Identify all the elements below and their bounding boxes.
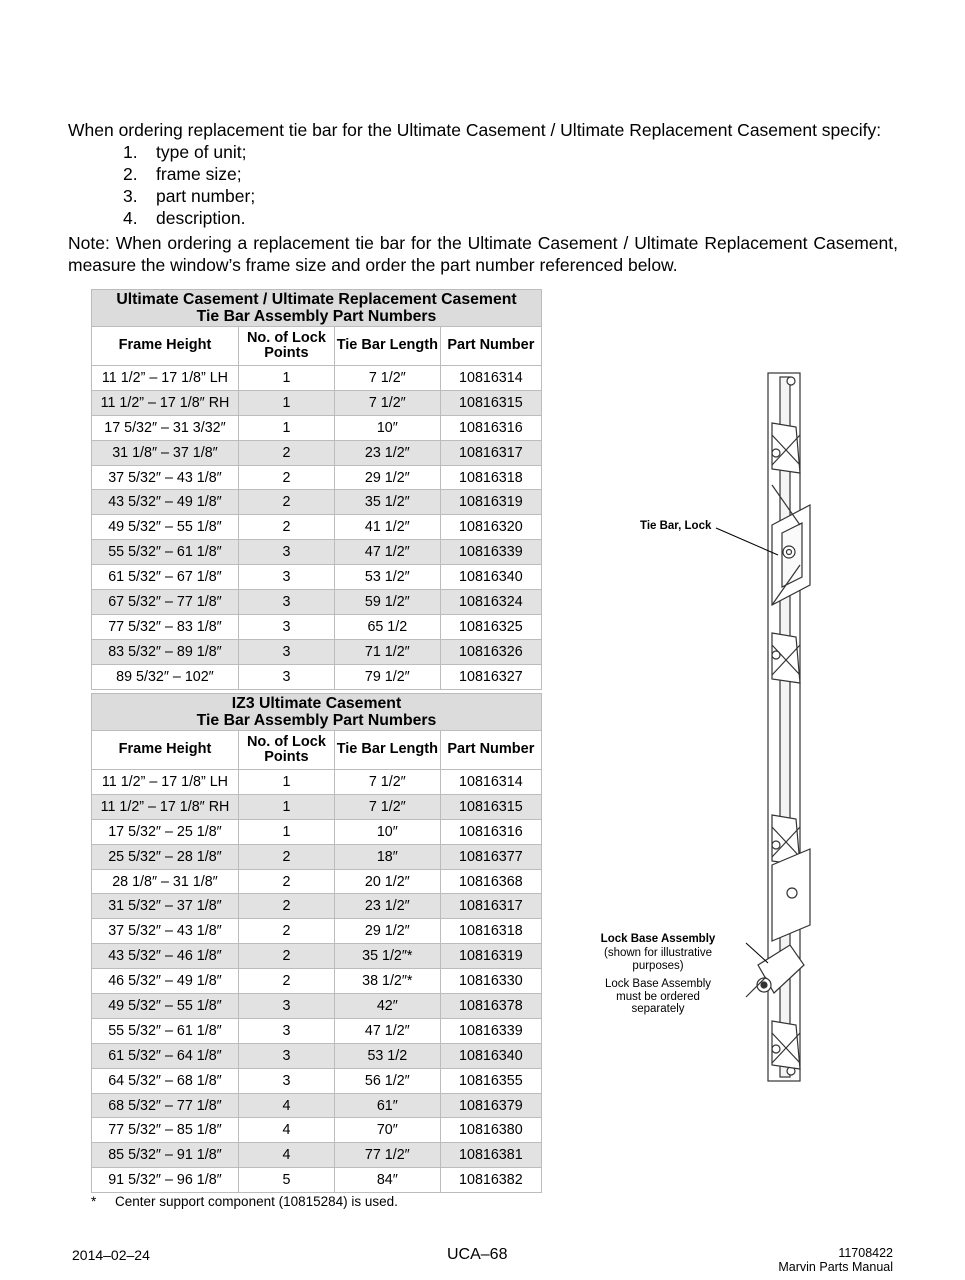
cell-part-number: 10816314	[440, 366, 541, 391]
cell-tie-bar-length: 10″	[334, 415, 440, 440]
cell-lock-points: 1	[238, 819, 334, 844]
table-row	[92, 390, 542, 415]
cell-lock-points: 3	[238, 1018, 334, 1043]
footer-date: 2014–02–24	[72, 1247, 150, 1263]
keeper-bracket	[772, 633, 800, 683]
cell-lock-points: 1	[238, 366, 334, 391]
table-row	[92, 639, 542, 664]
table-row	[92, 1093, 542, 1118]
cell-frame-height: 31 1/8″ – 37 1/8″	[92, 440, 239, 465]
cell-frame-height: 43 5/32″ – 49 1/8″	[92, 490, 239, 515]
intro-text: When ordering replacement tie bar for the Ultimate Casement / Ultimate Replacement Casement specify:	[68, 120, 882, 140]
keeper-bracket	[772, 423, 800, 473]
cell-tie-bar-length: 7 1/2″	[334, 366, 440, 391]
cell-part-number: 10816382	[440, 1168, 541, 1193]
cell-tie-bar-length: 41 1/2″	[334, 515, 440, 540]
table-title: IZ3 Ultimate Casement Tie Bar Assembly Part Numbers	[92, 694, 542, 731]
cell-tie-bar-length: 53 1/2″	[334, 565, 440, 590]
cell-tie-bar-length: 56 1/2″	[334, 1068, 440, 1093]
table-row	[92, 894, 542, 919]
intro-section	[68, 119, 898, 276]
list-item: 4. description.	[123, 208, 246, 228]
cell-lock-points: 2	[238, 515, 334, 540]
cell-part-number: 10816380	[440, 1118, 541, 1143]
tie-bar-table-ultimate	[91, 289, 542, 690]
cell-frame-height: 61 5/32″ – 67 1/8″	[92, 565, 239, 590]
table-row	[92, 770, 542, 795]
cell-tie-bar-length: 20 1/2″	[334, 869, 440, 894]
cell-part-number: 10816379	[440, 1093, 541, 1118]
table-title: Ultimate Casement / Ultimate Replacement Casement Tie Bar Assembly Part Numbers	[92, 290, 542, 327]
doc-title: Marvin Parts Manual	[778, 1260, 893, 1274]
cell-lock-points: 4	[238, 1118, 334, 1143]
cell-frame-height: 89 5/32″ – 102″	[92, 664, 239, 689]
table-row	[92, 614, 542, 639]
cell-frame-height: 91 5/32″ – 96 1/8″	[92, 1168, 239, 1193]
cell-frame-height: 85 5/32″ – 91 1/8″	[92, 1143, 239, 1168]
cell-frame-height: 11 1/2” – 17 1/8″ RH	[92, 390, 239, 415]
cell-lock-points: 2	[238, 465, 334, 490]
cell-tie-bar-length: 29 1/2″	[334, 465, 440, 490]
cell-frame-height: 11 1/2” – 17 1/8” LH	[92, 366, 239, 391]
cell-tie-bar-length: 65 1/2	[334, 614, 440, 639]
cell-part-number: 10816319	[440, 944, 541, 969]
cell-part-number: 10816377	[440, 844, 541, 869]
cell-tie-bar-length: 71 1/2″	[334, 639, 440, 664]
list-item: 3. part number;	[123, 186, 256, 206]
table-row	[92, 844, 542, 869]
cell-tie-bar-length: 18″	[334, 844, 440, 869]
cell-frame-height: 77 5/32″ – 85 1/8″	[92, 1118, 239, 1143]
cell-frame-height: 25 5/32″ – 28 1/8″	[92, 844, 239, 869]
cell-tie-bar-length: 35 1/2″	[334, 490, 440, 515]
table-row	[92, 515, 542, 540]
table-row	[92, 1168, 542, 1193]
cell-part-number: 10816326	[440, 639, 541, 664]
cell-part-number: 10816327	[440, 664, 541, 689]
cell-frame-height: 31 5/32″ – 37 1/8″	[92, 894, 239, 919]
cell-lock-points: 2	[238, 944, 334, 969]
label-order-separately-note: Lock Base Assembly must be ordered separately	[604, 978, 712, 1015]
cell-frame-height: 67 5/32″ – 77 1/8″	[92, 590, 239, 615]
cell-part-number: 10816316	[440, 819, 541, 844]
label-illustrative-note: (shown for illustrative purposes)	[603, 947, 712, 972]
cell-part-number: 10816320	[440, 515, 541, 540]
col-header-part-number: Part Number	[440, 327, 541, 366]
label-lock-base-assembly: Lock Base Assembly	[600, 933, 716, 945]
col-header-tie-bar-length: Tie Bar Length	[334, 327, 440, 366]
cell-tie-bar-length: 84″	[334, 1168, 440, 1193]
cell-frame-height: 17 5/32″ – 25 1/8″	[92, 819, 239, 844]
col-header-part-number: Part Number	[440, 731, 541, 770]
list-item: 2. frame size;	[123, 164, 242, 184]
table-row	[92, 440, 542, 465]
cell-lock-points: 3	[238, 565, 334, 590]
cell-frame-height: 46 5/32″ – 49 1/8″	[92, 969, 239, 994]
cell-part-number: 10816315	[440, 794, 541, 819]
footnote: * Center support component (10815284) is used.	[91, 1194, 398, 1209]
cell-lock-points: 2	[238, 969, 334, 994]
table-row	[92, 869, 542, 894]
cell-frame-height: 17 5/32″ – 31 3/32″	[92, 415, 239, 440]
cell-tie-bar-length: 47 1/2″	[334, 540, 440, 565]
cell-frame-height: 61 5/32″ – 64 1/8″	[92, 1043, 239, 1068]
cell-frame-height: 43 5/32″ – 46 1/8″	[92, 944, 239, 969]
cell-tie-bar-length: 79 1/2″	[334, 664, 440, 689]
cell-frame-height: 55 5/32″ – 61 1/8″	[92, 1018, 239, 1043]
col-header-tie-bar-length: Tie Bar Length	[334, 731, 440, 770]
cell-part-number: 10816319	[440, 490, 541, 515]
cell-tie-bar-length: 47 1/2″	[334, 1018, 440, 1043]
table-row	[92, 969, 542, 994]
cell-frame-height: 55 5/32″ – 61 1/8″	[92, 540, 239, 565]
table-row	[92, 664, 542, 689]
table-row	[92, 919, 542, 944]
table-row	[92, 819, 542, 844]
cell-frame-height: 11 1/2” – 17 1/8” LH	[92, 770, 239, 795]
cell-part-number: 10816315	[440, 390, 541, 415]
cell-part-number: 10816324	[440, 590, 541, 615]
cell-frame-height: 37 5/32″ – 43 1/8″	[92, 465, 239, 490]
cell-frame-height: 37 5/32″ – 43 1/8″	[92, 919, 239, 944]
cell-lock-points: 1	[238, 794, 334, 819]
table-row	[92, 490, 542, 515]
cell-frame-height: 68 5/32″ – 77 1/8″	[92, 1093, 239, 1118]
cell-part-number: 10816381	[440, 1143, 541, 1168]
table-row	[92, 540, 542, 565]
cell-lock-points: 2	[238, 490, 334, 515]
cell-frame-height: 77 5/32″ – 83 1/8″	[92, 614, 239, 639]
cell-lock-points: 2	[238, 894, 334, 919]
cell-lock-points: 2	[238, 869, 334, 894]
cell-part-number: 10816330	[440, 969, 541, 994]
cell-tie-bar-length: 53 1/2	[334, 1043, 440, 1068]
cell-lock-points: 4	[238, 1093, 334, 1118]
cell-frame-height: 28 1/8″ – 31 1/8″	[92, 869, 239, 894]
cell-part-number: 10816340	[440, 565, 541, 590]
cell-tie-bar-length: 61″	[334, 1093, 440, 1118]
col-header-frame-height: Frame Height	[92, 327, 239, 366]
cell-lock-points: 3	[238, 540, 334, 565]
cell-part-number: 10816339	[440, 1018, 541, 1043]
cell-part-number: 10816378	[440, 994, 541, 1019]
table-row	[92, 465, 542, 490]
doc-number: 11708422	[838, 1246, 893, 1260]
cell-lock-points: 1	[238, 415, 334, 440]
cell-tie-bar-length: 59 1/2″	[334, 590, 440, 615]
table-row	[92, 415, 542, 440]
label-tie-bar-lock: Tie Bar, Lock	[640, 520, 712, 532]
cell-part-number: 10816318	[440, 465, 541, 490]
cell-lock-points: 3	[238, 1043, 334, 1068]
cell-lock-points: 3	[238, 590, 334, 615]
cell-frame-height: 64 5/32″ – 68 1/8″	[92, 1068, 239, 1093]
cell-lock-points: 2	[238, 440, 334, 465]
col-header-frame-height: Frame Height	[92, 731, 239, 770]
cell-lock-points: 3	[238, 639, 334, 664]
table-row	[92, 794, 542, 819]
cell-lock-points: 3	[238, 664, 334, 689]
footer-doc-info	[778, 1246, 893, 1274]
col-header-lock-points: No. of Lock Points	[238, 731, 334, 770]
cell-tie-bar-length: 7 1/2″	[334, 794, 440, 819]
table-row	[92, 366, 542, 391]
cell-lock-points: 5	[238, 1168, 334, 1193]
cell-tie-bar-length: 70″	[334, 1118, 440, 1143]
cell-part-number: 10816314	[440, 770, 541, 795]
table-row	[92, 944, 542, 969]
cell-tie-bar-length: 42″	[334, 994, 440, 1019]
cell-part-number: 10816317	[440, 440, 541, 465]
footer-page-number: UCA–68	[447, 1246, 508, 1263]
table-row	[92, 1018, 542, 1043]
cell-part-number: 10816340	[440, 1043, 541, 1068]
cell-tie-bar-length: 10″	[334, 819, 440, 844]
cell-lock-points: 1	[238, 390, 334, 415]
table-row	[92, 565, 542, 590]
cell-tie-bar-length: 77 1/2″	[334, 1143, 440, 1168]
spec-list	[68, 141, 898, 229]
cell-part-number: 10816317	[440, 894, 541, 919]
cell-tie-bar-length: 7 1/2″	[334, 390, 440, 415]
cell-frame-height: 83 5/32″ – 89 1/8″	[92, 639, 239, 664]
list-item: 1. type of unit;	[123, 142, 247, 162]
cell-part-number: 10816318	[440, 919, 541, 944]
table-row	[92, 590, 542, 615]
cell-tie-bar-length: 35 1/2″*	[334, 944, 440, 969]
cell-lock-points: 1	[238, 770, 334, 795]
cell-frame-height: 49 5/32″ – 55 1/8″	[92, 994, 239, 1019]
cell-tie-bar-length: 23 1/2″	[334, 894, 440, 919]
cell-lock-points: 3	[238, 614, 334, 639]
tie-bar-diagram	[596, 365, 836, 1085]
cell-lock-points: 3	[238, 1068, 334, 1093]
table-row	[92, 1043, 542, 1068]
keeper-bracket	[772, 1021, 800, 1069]
cell-part-number: 10816368	[440, 869, 541, 894]
table-row	[92, 1118, 542, 1143]
cell-lock-points: 3	[238, 994, 334, 1019]
cell-tie-bar-length: 7 1/2″	[334, 770, 440, 795]
note-paragraph: Note: When ordering a replacement tie bar for the Ultimate Casement / Ultimate Replacement Casement, measure the window’s frame size and order the part number referenced below.	[68, 233, 898, 275]
cell-lock-points: 2	[238, 844, 334, 869]
cell-part-number: 10816316	[440, 415, 541, 440]
cell-tie-bar-length: 23 1/2″	[334, 440, 440, 465]
cell-tie-bar-length: 38 1/2″*	[334, 969, 440, 994]
cell-lock-points: 2	[238, 919, 334, 944]
tie-bar-table-iz3	[91, 693, 542, 1193]
cell-frame-height: 49 5/32″ – 55 1/8″	[92, 515, 239, 540]
table-row	[92, 994, 542, 1019]
cell-part-number: 10816325	[440, 614, 541, 639]
cell-part-number: 10816355	[440, 1068, 541, 1093]
table-row	[92, 1068, 542, 1093]
table-row	[92, 1143, 542, 1168]
cell-frame-height: 11 1/2” – 17 1/8″ RH	[92, 794, 239, 819]
cell-lock-points: 4	[238, 1143, 334, 1168]
col-header-lock-points: No. of Lock Points	[238, 327, 334, 366]
cell-tie-bar-length: 29 1/2″	[334, 919, 440, 944]
cell-part-number: 10816339	[440, 540, 541, 565]
